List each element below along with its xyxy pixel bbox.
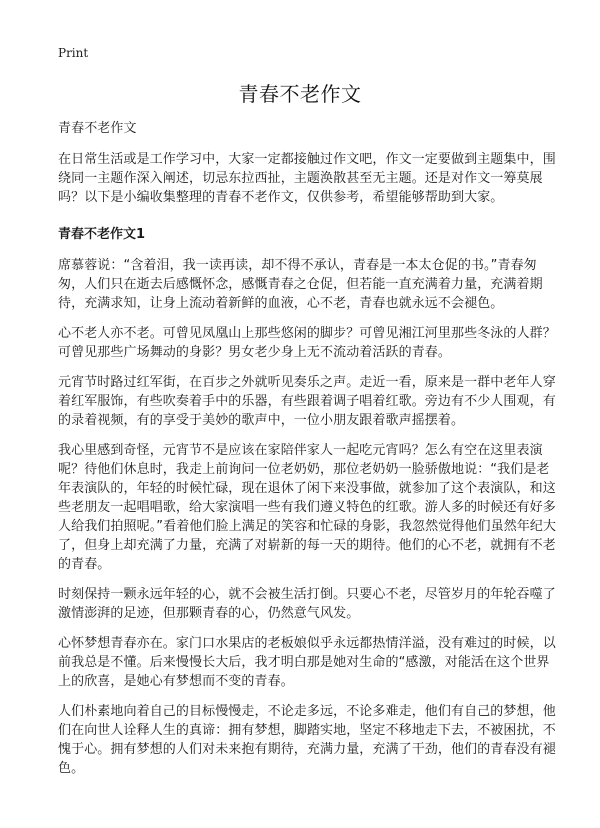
print-link[interactable]: Print [58, 46, 89, 60]
article-body [58, 119, 558, 789]
body-paragraph: 心怀梦想青春亦在。家门口水果店的老板娘似乎永远都热情洋溢，没有难过的时候，以前我总是不懂。后来慢慢长大后，我才明白那是她对生命的“感激，对能活在这个世界上的欣喜，是她心有梦想而不变的青春。 [58, 636, 556, 689]
body-paragraph: 心不老人亦不老。可曾见凤凰山上那些悠闲的脚步？可曾见湘江河里那些冬泳的人群？可曾见那些广场舞动的身影？男女老少身上无不流动着活跃的青春。 [58, 326, 556, 360]
body-paragraph: 人们朴素地向着自己的目标慢慢走，不论走多远，不论多难走，他们有自己的梦想，他们在向世人诠释人生的真谛：拥有梦想，脚踏实地，坚定不移地走下去，不被困扰，不愧于心。拥有梦想的人们对未来抱有期待，充满力量，充满了干劲，他们的青春没有褪色。 [58, 704, 556, 776]
body-paragraph: 席慕蓉说：“含着泪，我一读再读，却不得不承认，青春是一本太仓促的书。”青春匆匆，人们只在逝去后感慨怀念，感慨青春之仓促，但若能一直充满着力量，充满着期待，充满求知，让身上流动着新鲜的血液，心不老，青春也就永远不会褪色。 [58, 258, 543, 311]
article-subtitle: 青春不老作文 [58, 121, 137, 136]
section-heading: 青春不老作文1 [58, 227, 146, 242]
body-paragraph: 我心里感到奇怪，元宵节不是应该在家陪伴家人一起吃元宵吗？怎么有空在这里表演呢？待他们休息时，我走上前询问一位老奶奶，那位老奶奶一脸骄傲地说：“我们是老年表演队的，年轻的时候忙碌，现在退休了闲下来没事做，就参加了这个表演队，和这些老朋友一起唱唱歌，给大家演唱一些有我们遵义特色的红歌。游人多的时候还有好多人给我们拍照呢。”看着他们脸上满足的笑容和忙碌的身影，我忽然觉得他们虽然年纪大了，但身上却充满了力量，充满了对崭新的每一天的期待。他们的心不老，就拥有不老的青春。 [58, 443, 557, 572]
page-title: 青春不老作文 [238, 82, 362, 106]
body-paragraph: 元宵节时路过红军街，在百步之外就听见奏乐之声。走近一看，原来是一群中老年人穿着红军服饰，有些吹奏着手中的乐器，有些跟着调子唱着红歌。旁边有不少人围观，有的录着视频，有的享受于美妙的歌声中，一位小朋友跟着歌声摇摆着。 [58, 375, 556, 428]
intro-paragraph: 在日常生活或是工作学习中，大家一定都接触过作文吧，作文一定要做到主题集中，围绕同一主题作深入阐述，切忌东拉西扯，主题涣散甚至无主题。还是对作文一筹莫展吗？以下是小编收集整理的青春不老作文，仅供参考，希望能够帮助到大家。 [58, 152, 556, 205]
body-paragraph: 时刻保持一颗永远年轻的心，就不会被生活打倒。只要心不老，尽管岁月的年轮吞噬了激情澎湃的足迹，但那颗青春的心，仍然意气风发。 [58, 587, 556, 621]
